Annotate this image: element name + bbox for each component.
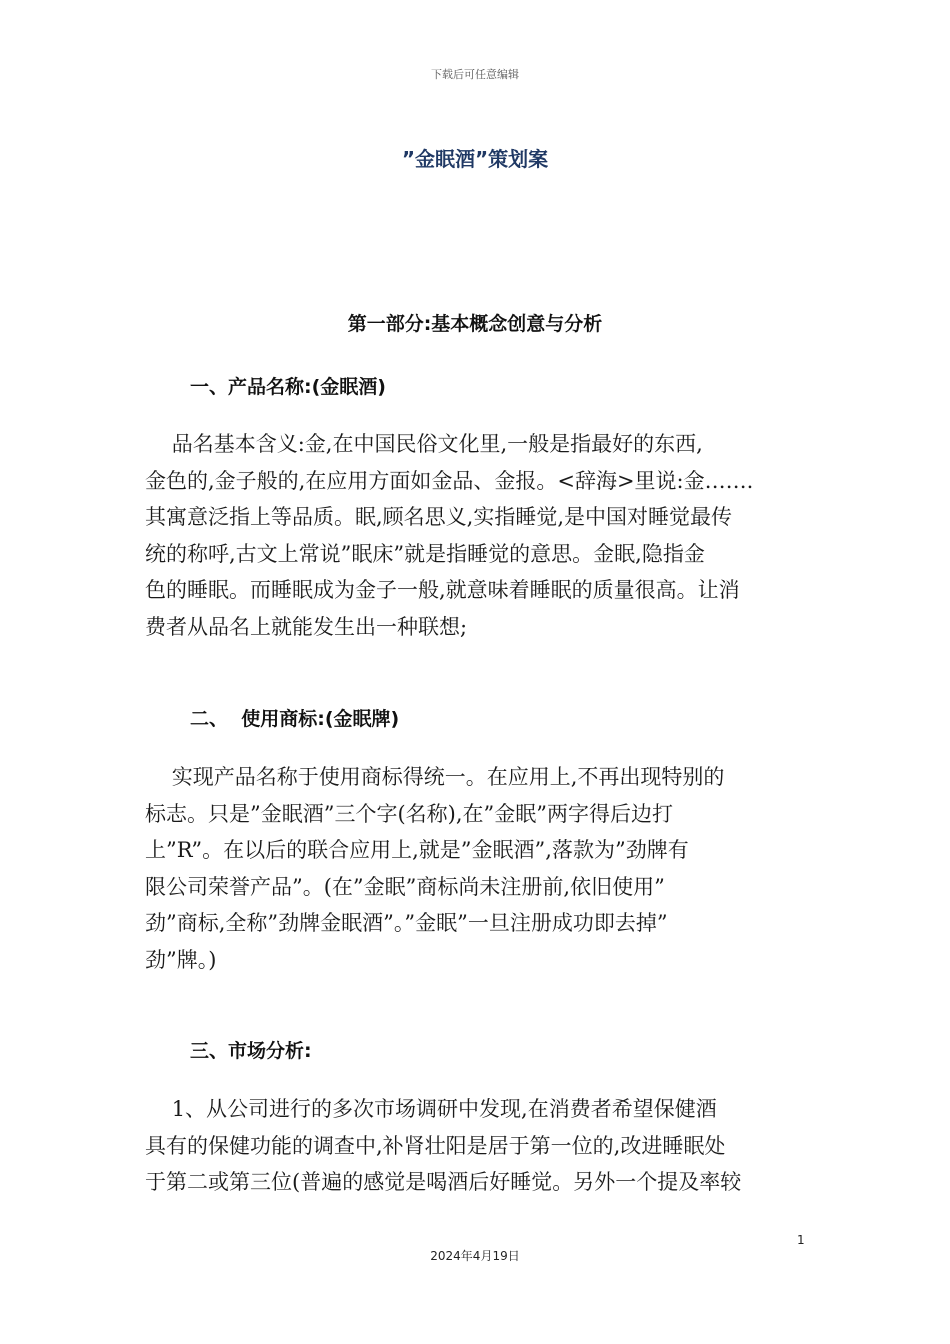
part-title: 第一部分:基本概念创意与分析 [347,313,603,335]
paragraph-line: 费者从品名上就能发生出一种联想; [145,614,468,639]
section-paragraph-product-name [145,426,810,645]
paragraph-line: 标志。只是”金眠酒”三个字(名称),在”金眠”两字得后边打 [145,801,674,826]
paragraph-line: 限公司荣誉产品”。(在”金眠”商标尚未注册前,依旧使用” [145,874,665,899]
section-heading-trademark: 二、 使用商标:(金眠牌) [190,708,400,730]
page-number: 1 [797,1233,805,1247]
paragraph-line: 其寓意泛指上等品质。眠,顾名思义,实指睡觉,是中国对睡觉最传 [145,505,733,529]
paragraph-line: 统的称呼,古文上常说”眠床”就是指睡觉的意思。金眠,隐指金 [145,541,705,566]
paragraph-line: 1、从公司进行的多次市场调研中发现,在消费者希望保健酒 [145,1097,717,1121]
section-heading-market-analysis: 三、市场分析: [190,1040,312,1062]
document-title: ”金眠酒”策划案 [401,147,549,171]
paragraph-line: 品名基本含义:金,在中国民俗文化里,一般是指最好的东西, [145,432,703,456]
paragraph-line: 实现产品名称于使用商标得统一。在应用上,不再出现特别的 [145,765,725,789]
paragraph-line: 于第二或第三位(普遍的感觉是喝酒后好睡觉。另外一个提及率较 [145,1170,742,1194]
paragraph-line: 色的睡眠。而睡眠成为金子一般,就意味着睡眠的质量很高。让消 [145,578,740,602]
paragraph-line: 劲”商标,全称”劲牌金眠酒”。”金眠”一旦注册成功即去掉” [145,911,668,935]
paragraph-line: 具有的保健功能的调查中,补肾壮阳是居于第一位的,改进睡眠处 [145,1133,726,1158]
footer-date: 2024年4月19日 [430,1249,520,1263]
section-heading-product-name: 一、产品名称:(金眠酒) [190,376,386,398]
header-note: 下载后可任意编辑 [431,68,519,81]
section-paragraph-trademark [145,759,810,978]
paragraph-line: 劲”牌。) [145,947,217,972]
paragraph-line: 金色的,金子般的,在应用方面如金品、金报。<辞海>里说:金……. [145,468,754,493]
section-paragraph-market-analysis [145,1091,810,1201]
paragraph-line: 上”R”。在以后的联合应用上,就是”金眠酒”,落款为”劲牌有 [145,838,689,862]
